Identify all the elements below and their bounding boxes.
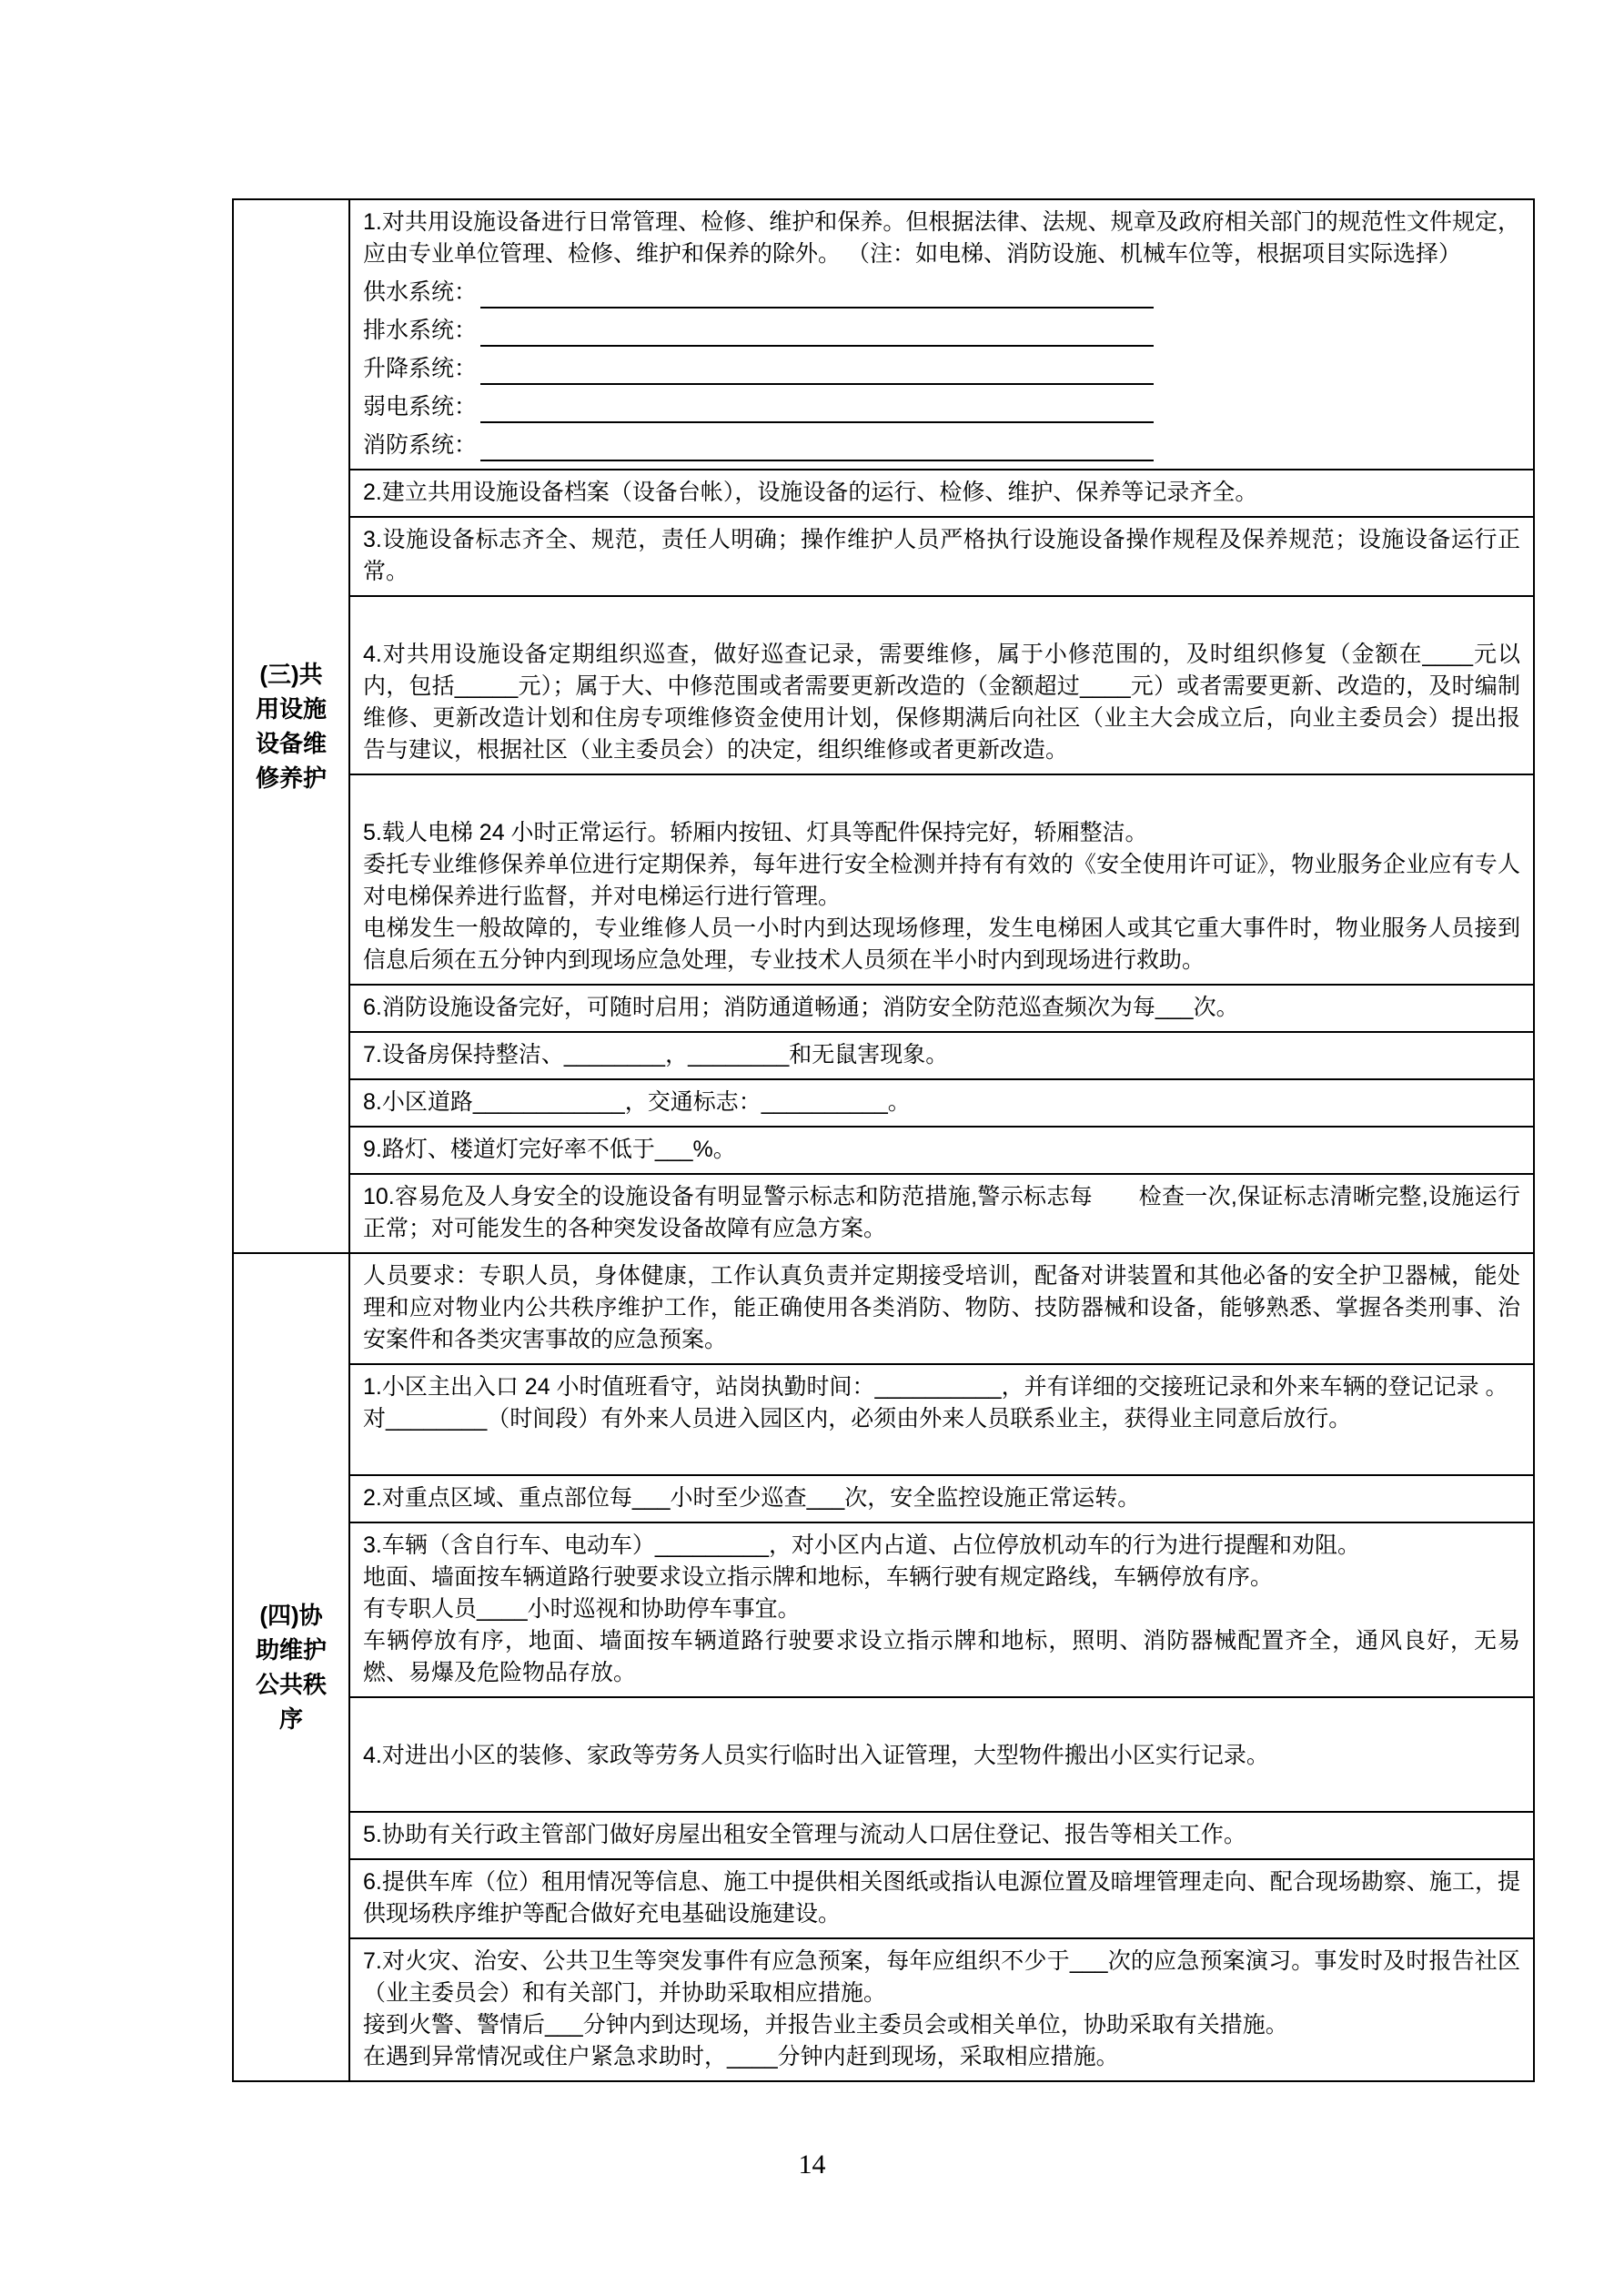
table-row: [350, 1033, 1533, 1080]
table-section-1: [234, 200, 1533, 1252]
labeled-blank-line: [363, 347, 1520, 385]
row-line: 人员要求：专职人员，身体健康，工作认真负责并定期接受培训，配备对讲装置和其他必备的安全护卫器械，能处理和应对物业内公共秩序维护工作，能正确使用各类消防、物防、技防器械和设备，能够熟悉、掌握各类刑事、治安案件和各类灾害事故的应急预案。: [363, 1263, 1520, 1352]
row-line: 9.路灯、楼道灯完好率不低于___%。: [363, 1137, 736, 1162]
page-number: 14: [798, 2149, 826, 2180]
spacer-line: [363, 1772, 1520, 1804]
row-line: 6.消防设施设备完好，可随时启用；消防通道畅通；消防安全防范巡查频次为每___次。: [363, 995, 1239, 1020]
row-line: 4.对共用设施设备定期组织巡查，做好巡查记录，需要维修，属于小修范围的，及时组织修复（金额在____元以内，包括_____元）；属于大、中修范围或者需要更新改造的（金额超过____元）或者需要更新、改造的，及时编制维修、更新改造计划和住房专项维修资金使用计划，保修期满后向社区（业主大会成立后，向业主委员会）提出报告与建议，根据社区（业主委员会）的决定，组织维修或者更新改造。: [363, 642, 1520, 763]
section-content: [350, 200, 1533, 1252]
table-row: [350, 200, 1533, 470]
section-label-cell: [234, 200, 350, 1252]
blank-underline: [480, 432, 1154, 461]
blank-underline: [480, 356, 1154, 385]
row-line: 对________（时间段）有外来人员进入园区内，必须由外来人员联系业主，获得业主同意后放行。: [363, 1406, 1352, 1431]
row-line: 车辆停放有序，地面、墙面按车辆道路行驶要求设立指示牌和地标，照明、消防器械配置齐全，通风良好，无易燃、易爆及危险物品存放。: [363, 1628, 1520, 1685]
row-line: 接到火警、警情后___分钟内到达现场，并报告业主委员会或相关单位，协助采取有关措施。: [363, 2012, 1288, 2038]
blank-underline: [480, 279, 1154, 308]
blank-underline: [480, 318, 1154, 347]
table-row: [350, 1476, 1533, 1523]
row-line: 8.小区道路____________，交通标志：__________。: [363, 1089, 911, 1115]
row-line: 5.协助有关行政主管部门做好房屋出租安全管理与流动人口居住登记、报告等相关工作。: [363, 1822, 1246, 1847]
row-line: 6.提供车库（位）租用情况等信息、施工中提供相关图纸或指认电源位置及暗埋管理走向、配合现场勘察、施工，提供现场秩序维护等配合做好充电基础设施建设。: [363, 1869, 1520, 1927]
table-section-2: [234, 1252, 1533, 2080]
table-row: [350, 470, 1533, 518]
blank-underline: [480, 394, 1154, 423]
row-line: 委托专业维修保养单位进行定期保养，每年进行安全检测并持有有效的《安全使用许可证》，物业服务企业应有专人对电梯保养进行监督，并对电梯运行进行管理。: [363, 852, 1520, 909]
table-row: [350, 1080, 1533, 1128]
row-line: 在遇到异常情况或住户紧急求助时，____分钟内赶到现场，采取相应措施。: [363, 2044, 1119, 2069]
labeled-blank-line: [363, 308, 1520, 347]
blank-label: 升降系统：: [363, 356, 478, 381]
section-label: (三)共用设施设备维修养护: [255, 661, 327, 792]
row-line: 7.对火灾、治安、公共卫生等突发事件有应急预案，每年应组织不少于___次的应急预案演习。事发时及时报告社区（业主委员会）和有关部门，并协助采取相应措施。: [363, 1948, 1520, 2006]
labeled-blank-line: [363, 423, 1520, 461]
table-row: [350, 597, 1533, 775]
row-line: 1.对共用设施设备进行日常管理、检修、维护和保养。但根据法律、法规、规章及政府相关部门的规范性文件规定，应由专业单位管理、检修、维护和保养的除外。 （注：如电梯、消防设施、机械车位等，根据项目实际选择）: [363, 209, 1520, 267]
table-row: [350, 775, 1533, 986]
blank-label: 排水系统：: [363, 318, 478, 343]
section-label: (四)协助维护公共秩序: [255, 1602, 327, 1733]
blank-label: 消防系统：: [363, 432, 478, 458]
table-row: [350, 1254, 1533, 1365]
row-line: 3.设施设备标志齐全、规范，责任人明确；操作维护人员严格执行设施设备操作规程及保养规范；设施设备运行正常。: [363, 527, 1520, 584]
table-row: [350, 1175, 1533, 1252]
table-row: [350, 986, 1533, 1033]
labeled-blank-line: [363, 385, 1520, 423]
table-row: [350, 1860, 1533, 1939]
table-row: [350, 1698, 1533, 1813]
spacer-line: [363, 1435, 1520, 1467]
section-label-cell: [234, 1254, 350, 2080]
service-standard-table: [232, 198, 1535, 2082]
labeled-blank-line: [363, 270, 1520, 308]
row-line: 有专职人员____小时巡视和协助停车事宜。: [363, 1596, 801, 1622]
row-line: 7.设备房保持整洁、________，________和无鼠害现象。: [363, 1042, 949, 1067]
blank-label: 弱电系统：: [363, 394, 478, 420]
row-line: 地面、墙面按车辆道路行驶要求设立指示牌和地标，车辆行驶有规定路线，车辆停放有序。: [363, 1564, 1274, 1590]
row-line: 5.载人电梯 24 小时正常运行。轿厢内按钮、灯具等配件保持完好，轿厢整洁。: [363, 820, 1148, 845]
row-line: 10.容易危及人身安全的设施设备有明显警示标志和防范措施,警示标志每 检查一次,保证标志清晰完整,设施运行正常；对可能发生的各种突发设备故障有应急方案。: [363, 1184, 1520, 1241]
section-content: [350, 1254, 1533, 2080]
row-line: 2.对重点区域、重点部位每___小时至少巡查___次，安全监控设施正常运转。: [363, 1485, 1141, 1511]
table-row: [350, 1939, 1533, 2080]
blank-label: 供水系统：: [363, 279, 478, 305]
row-line: 4.对进出小区的装修、家政等劳务人员实行临时出入证管理，大型物件搬出小区实行记录。: [363, 1743, 1269, 1768]
row-line: 1.小区主出入口 24 小时值班看守，站岗执勤时间：__________，并有详细的交接班记录和外来车辆的登记记录 。: [363, 1374, 1508, 1400]
row-line: 3.车辆（含自行车、电动车）_________，对小区内占道、占位停放机动车的行为进行提醒和劝阻。: [363, 1532, 1360, 1558]
table-row: [350, 1813, 1533, 1860]
row-line: 电梯发生一般故障的，专业维修人员一小时内到达现场修理，发生电梯困人或其它重大事件时，物业服务人员接到信息后须在五分钟内到现场应急处理，专业技术人员须在半小时内到现场进行救助。: [363, 915, 1520, 973]
table-row: [350, 1365, 1533, 1476]
row-line: 2.建立共用设施设备档案（设备台帐），设施设备的运行、检修、维护、保养等记录齐全。: [363, 480, 1258, 505]
table-row: [350, 518, 1533, 597]
table-row: [350, 1128, 1533, 1175]
table-row: [350, 1523, 1533, 1698]
